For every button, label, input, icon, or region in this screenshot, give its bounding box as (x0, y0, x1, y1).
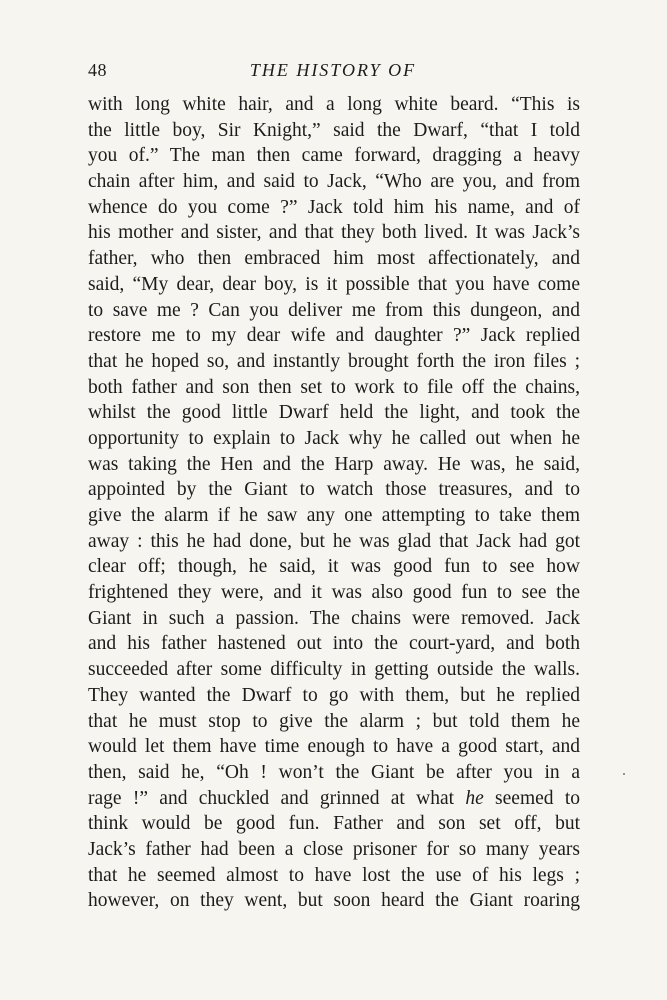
text-line: opportunity to explain to Jack why he called out when he (88, 427, 580, 449)
page-number: 48 (88, 60, 107, 80)
body-text (88, 92, 580, 914)
text-line: to save me ? Can you deliver me from this dungeon, and (88, 299, 580, 321)
text-line: give the alarm if he saw any one attempting to take them (88, 505, 580, 526)
running-title: THE HISTORY OF (249, 60, 417, 80)
text-line: and his father hastened out into the court-yard, and both (88, 633, 580, 655)
text-line: his mother and sister, and that they both lived. It was Jack’s (88, 222, 580, 244)
emphasized-word: he (465, 787, 484, 809)
text-line: rage !” and chuckled and grinned at what he seemed to (88, 787, 580, 809)
text-line: however, on they went, but soon heard the Giant roaring (88, 890, 580, 912)
text-line: chain after him, and said to Jack, “Who are you, and from (88, 171, 580, 193)
text-line: frightened they were, and it was also good fun to see the (88, 582, 580, 604)
text-line: said, “My dear, dear boy, is it possible that you have come (88, 273, 580, 295)
text-line: with long white hair, and a long white beard. “This is (88, 94, 580, 115)
scan-speck (623, 773, 625, 775)
text-line: away : this he had done, but he was glad that Jack had got (88, 530, 580, 552)
text-line: Jack’s father had been a close prisoner for so many years (88, 838, 580, 860)
running-header (88, 60, 578, 86)
text-line: that he seemed almost to have lost the use of his legs ; (88, 864, 580, 886)
text-line: whilst the good little Dwarf held the light, and took the (88, 402, 580, 424)
text-line: would let them have time enough to have a good start, and (88, 736, 580, 758)
text-line: father, who then embraced him most affectionately, and (88, 248, 580, 270)
text-line: succeeded after some difficulty in getting outside the walls. (88, 659, 580, 681)
text-line: was taking the Hen and the Harp away. He was, he said, (88, 453, 580, 475)
text-line: restore me to my dear wife and daughter ?” Jack replied (88, 325, 580, 347)
text-line: that he must stop to give the alarm ; but told them he (88, 710, 580, 732)
text-line: They wanted the Dwarf to go with them, but he replied (88, 684, 580, 706)
text-line: Giant in such a passion. The chains were removed. Jack (88, 607, 580, 629)
text-line: the little boy, Sir Knight,” said the Dwarf, “that I told (88, 119, 580, 141)
text-line: that he hoped so, and instantly brought forth the iron files ; (88, 350, 580, 372)
text-line: then, said he, “Oh ! won’t the Giant be after you in a (88, 761, 580, 783)
text-line: both father and son then set to work to file off the chains, (88, 376, 580, 398)
text-line: think would be good fun. Father and son set off, but (88, 813, 580, 835)
text-line: whence do you come ?” Jack told him his name, and of (88, 196, 580, 218)
text-line: appointed by the Giant to watch those treasures, and to (88, 479, 580, 501)
text-line: clear off; though, he said, it was good fun to see how (88, 556, 580, 578)
text-line: you of.” The man then came forward, dragging a heavy (88, 145, 580, 167)
